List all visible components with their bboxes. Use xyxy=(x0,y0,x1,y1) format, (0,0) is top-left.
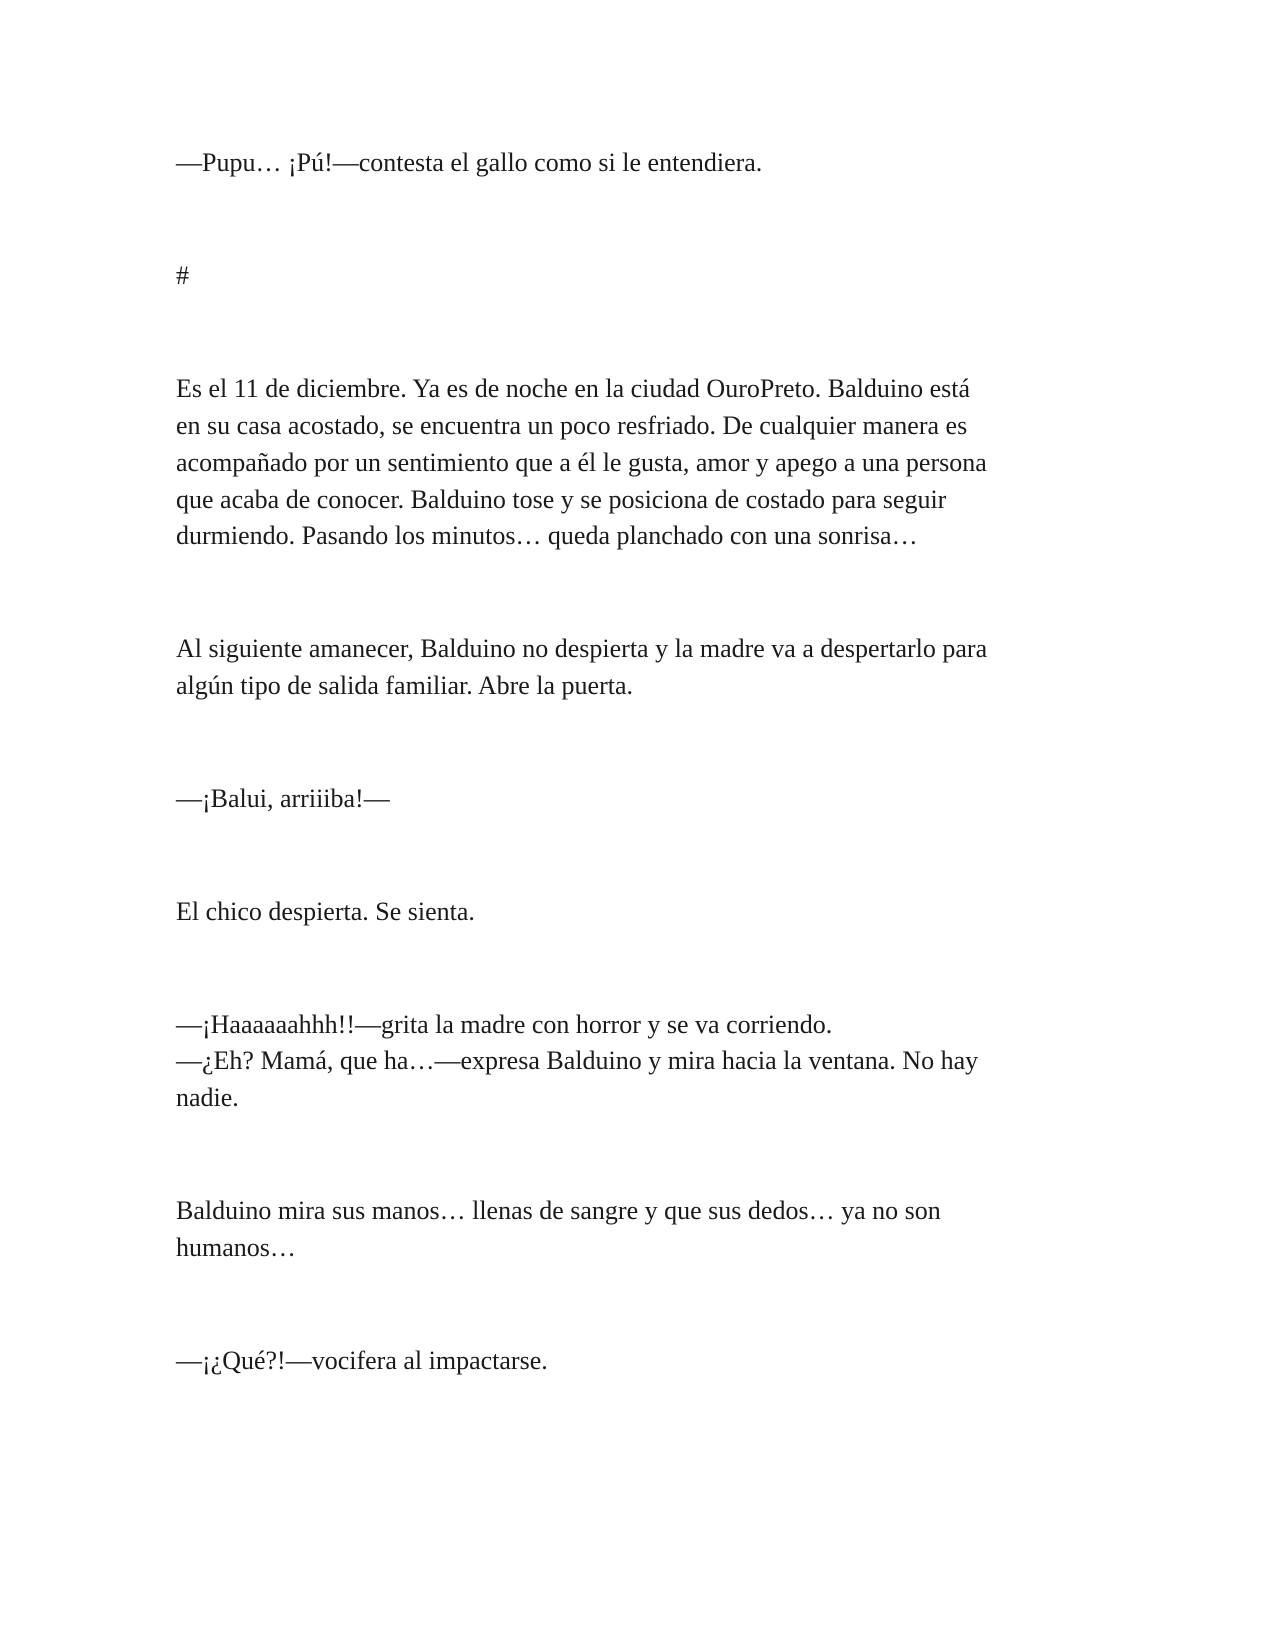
paragraph-line: —Pupu… ¡Pú!—contesta el gallo como si le entendiera. xyxy=(176,148,763,177)
scene-break: # xyxy=(176,261,189,290)
dialogue-line: —¡Balui, arriiiba!— xyxy=(176,784,390,813)
dialogue-line: —¡Haaaaaahhh!!—grita la madre con horror y se va corriendo. xyxy=(176,1010,833,1039)
paragraph-line: El chico despierta. Se sienta. xyxy=(176,897,475,926)
paragraph-line: Balduino mira sus manos… llenas de sangre y que sus dedos… ya no son xyxy=(176,1196,941,1225)
paragraph-line: acompañado por un sentimiento que a él le gusta, amor y apego a una persona xyxy=(176,448,987,477)
paragraph-line: Al siguiente amanecer, Balduino no despierta y la madre va a despertarlo para xyxy=(176,634,988,663)
dialogue-line: —¿Eh? Mamá, que ha…—expresa Balduino y mira hacia la ventana. No hay xyxy=(176,1046,979,1075)
paragraph-line: algún tipo de salida familiar. Abre la puerta. xyxy=(176,671,634,700)
paragraph-line: durmiendo. Pasando los minutos… queda planchado con una sonrisa… xyxy=(176,521,918,550)
paragraph-line: Es el 11 de diciembre. Ya es de noche en la ciudad OuroPreto. Balduino está xyxy=(176,374,970,403)
paragraph-line: que acaba de conocer. Balduino tose y se posiciona de costado para seguir xyxy=(176,485,947,514)
paragraph-line: en su casa acostado, se encuentra un poco resfriado. De cualquier manera es xyxy=(176,411,968,440)
paragraph-line: humanos… xyxy=(176,1233,296,1262)
dialogue-line: —¡¿Qué?!—vocifera al impactarse. xyxy=(176,1346,548,1375)
dialogue-line: nadie. xyxy=(176,1083,239,1112)
